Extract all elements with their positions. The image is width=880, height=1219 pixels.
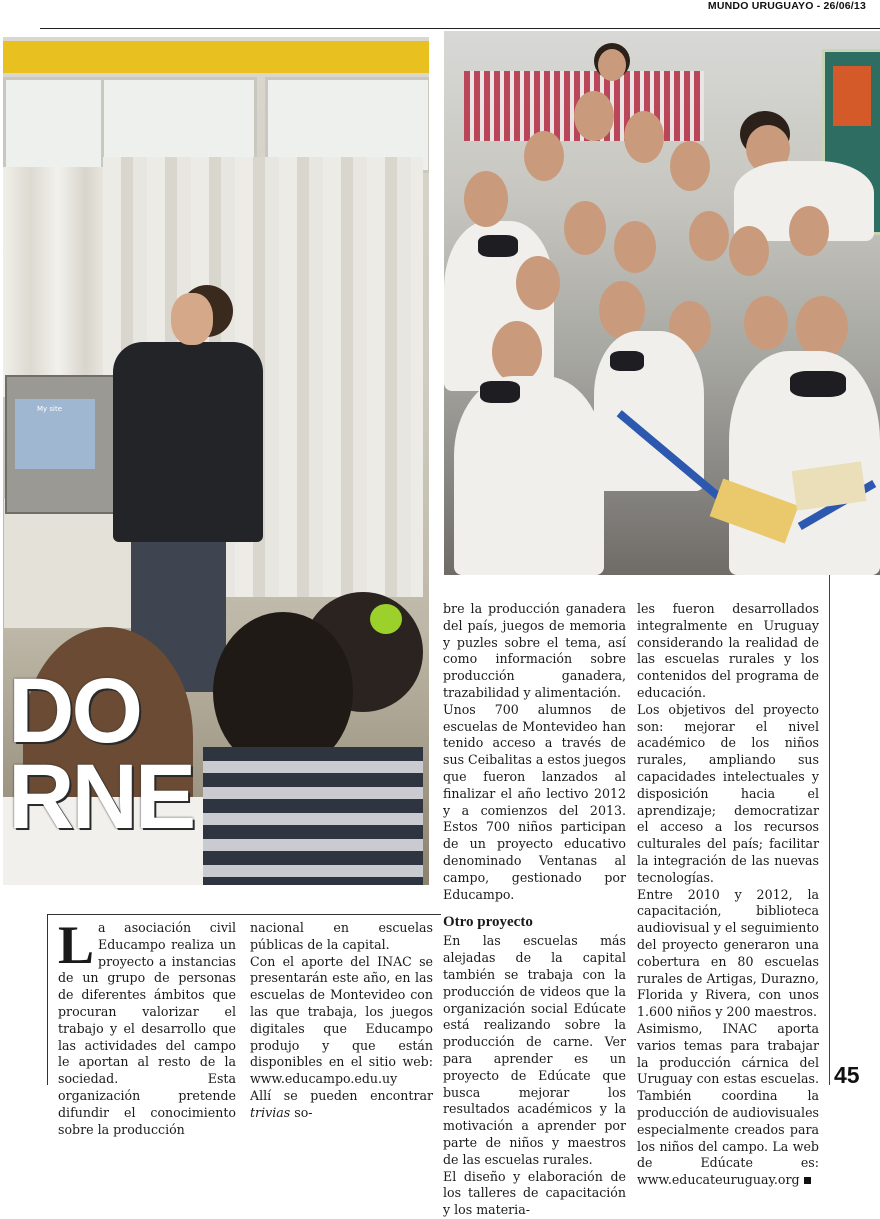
article-column-2 bbox=[250, 920, 433, 1122]
bow-tie bbox=[480, 381, 520, 403]
student-face bbox=[689, 211, 729, 261]
student-face bbox=[789, 206, 829, 256]
student-face bbox=[598, 49, 626, 81]
student-face bbox=[670, 141, 710, 191]
photo-yellow-band bbox=[3, 41, 429, 73]
paragraph bbox=[250, 1088, 433, 1122]
headline-line-1: DO bbox=[8, 660, 140, 762]
paragraph: les fueron desarrollados integralmente en Uruguay considerando la realidad de las escuelas rurales y los contenidos del programa de educación. bbox=[637, 601, 819, 700]
school-smock bbox=[454, 376, 604, 575]
article-column-1 bbox=[58, 915, 236, 1138]
student-face bbox=[744, 296, 788, 350]
paragraph bbox=[637, 1021, 819, 1189]
drop-cap: L bbox=[58, 915, 95, 975]
headline-fragment bbox=[8, 660, 194, 848]
paragraph: El diseño y elaboración de los talleres de capacitación y los materia- bbox=[443, 1168, 626, 1218]
window bbox=[3, 77, 104, 173]
tv-screen-text: My site bbox=[37, 405, 63, 413]
student-face bbox=[614, 221, 656, 273]
column-rule bbox=[829, 575, 830, 1085]
poster-picture bbox=[833, 66, 871, 126]
student-face bbox=[492, 321, 542, 383]
section-subhead: Otro proyecto bbox=[443, 914, 533, 931]
paragraph: Unos 700 alumnos de escuelas de Montevideo han tenido acceso a través de sus Ceibalitas a estos juegos que fueron lanzados al finalizar el año lectivo 2012 y a comienzos del 2013. Estos 700 niños participan de un proyecto educativo denominado Ventanas al campo, gestionado por Educampo. bbox=[443, 701, 626, 902]
student-face bbox=[729, 226, 769, 276]
paragraph-text: a asociación civil Educampo realiza un proyecto a instancias de un grupo de personas de diferentes ámbitos que procuran valorizar el trabajo y el desarrollo que las actividades del campo le aportan al resto de la sociedad. Esta organización pretende difundir el conocimiento sobre la producción bbox=[58, 920, 236, 1137]
paragraph bbox=[58, 915, 236, 1138]
headline-line-2: RNE bbox=[8, 746, 194, 848]
publication-header: MUNDO URUGUAYO - 26/06/13 bbox=[707, 0, 866, 12]
page-number: 45 bbox=[834, 1062, 860, 1088]
article-column-4 bbox=[637, 601, 819, 1189]
paragraph: bre la producción ganadera del país, juegos de memoria y puzles sobre el tema, así como información sobre producción ganadera, trazabilidad y alimentación. bbox=[443, 601, 626, 700]
teacher-jacket bbox=[113, 342, 263, 542]
bow-tie bbox=[610, 351, 644, 371]
striped-sweater bbox=[203, 747, 423, 885]
bow-tie bbox=[478, 235, 518, 257]
header-rule bbox=[40, 28, 880, 29]
paragraph-text: Allí se pueden encontrar bbox=[250, 1087, 433, 1103]
paragraph: Con el aporte del INAC se presentarán este año, en las escuelas de Montevideo con las que trabaja, los juegos digitales que Educampo produjo y que están disponibles en el sitio web: www.educampo.edu.uy bbox=[250, 953, 433, 1087]
paragraph: Entre 2010 y 2012, la capacitación, biblioteca audiovisual y el seguimiento del proyecto generaron una cobertura en 80 escuelas rurales de Artigas, Durazno, Florida y Rivera, con unos 1.600 niños y 200 maestros. bbox=[637, 886, 819, 1020]
student-face bbox=[524, 131, 564, 181]
student-face bbox=[796, 296, 848, 358]
student-face bbox=[624, 111, 664, 163]
student-face bbox=[464, 171, 508, 227]
hair-tie bbox=[370, 604, 402, 634]
italic-word: trivias bbox=[250, 1104, 291, 1120]
paragraph: En las escuelas más alejadas de la capital también se trabaja con la producción de videos que la organización social Edúcate está realizando sobre la producción de carne. Ver para aprender es un proyecto de Edúcate que busca mejorar los resultados académicos y la motivación a aprender por parte de niños y maestros de las escuelas rurales. bbox=[443, 933, 626, 1167]
student-face bbox=[516, 256, 560, 310]
end-of-article-icon bbox=[804, 1177, 811, 1184]
student-face bbox=[564, 201, 606, 255]
paragraph-text: so- bbox=[290, 1104, 313, 1120]
students-photo bbox=[444, 31, 880, 575]
tv-screen bbox=[15, 399, 95, 469]
curtain bbox=[3, 167, 113, 397]
bow-tie bbox=[790, 371, 846, 397]
paragraph-text: Asimismo, INAC aporta varios temas para trabajar la producción cárnica del Uruguay con estas escuelas. También coordina la producción de audiovisuales especialmente creados para los niños del campo. La web de Edúcate es: www.educateuruguay.org bbox=[637, 1020, 819, 1188]
paragraph: Los objetivos del proyecto son: mejorar el nivel académico de los niños rurales, ampliando sus capacidades intelectuales y disposición hacia el aprendizaje; democratizar el acceso a los recursos culturales del país; facilitar la integración de las nuevas tecnologías. bbox=[637, 701, 819, 885]
teacher-face bbox=[171, 293, 213, 345]
article-column-3 bbox=[443, 601, 626, 1219]
paragraph: nacional en escuelas públicas de la capital. bbox=[250, 920, 433, 952]
student-face bbox=[574, 91, 614, 141]
television bbox=[5, 375, 127, 514]
